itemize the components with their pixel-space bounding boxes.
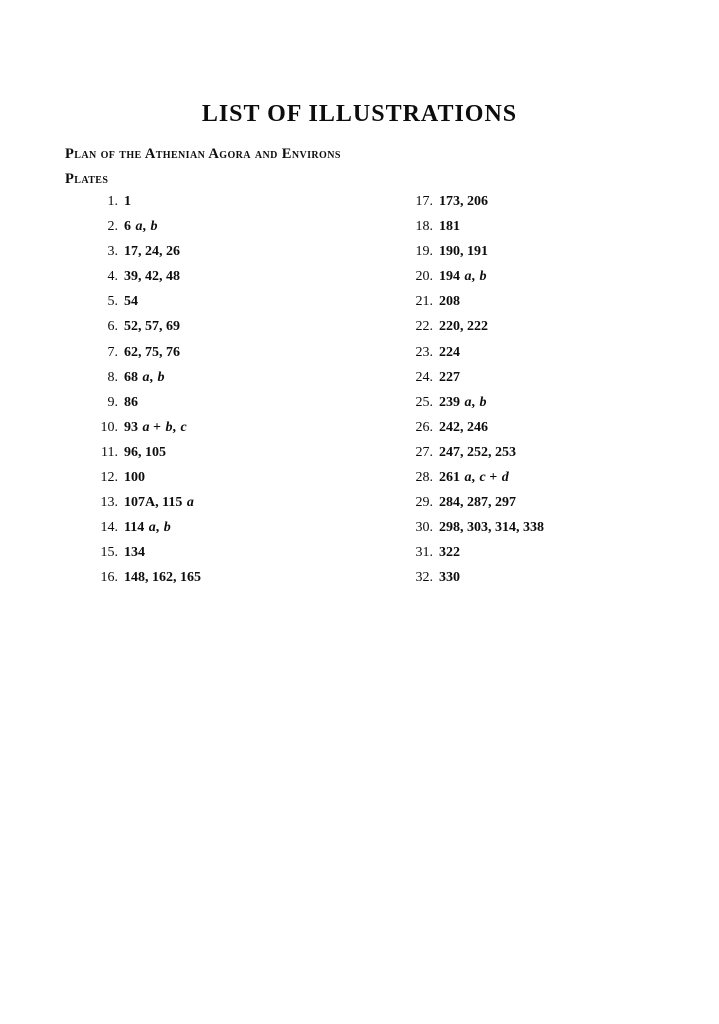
plate-refs: 261 a, c + d bbox=[439, 470, 509, 486]
plate-number: 30. bbox=[415, 520, 433, 536]
plate-entry bbox=[90, 239, 201, 264]
plate-refs: 330 bbox=[439, 570, 460, 586]
plate-refs: 52, 57, 69 bbox=[124, 319, 180, 335]
plate-entry bbox=[90, 490, 201, 515]
plate-refs: 148, 162, 165 bbox=[124, 570, 201, 586]
plate-entry bbox=[90, 314, 201, 339]
plate-entry bbox=[405, 340, 544, 365]
plate-entry bbox=[405, 540, 544, 565]
plate-entry bbox=[405, 365, 544, 390]
plate-number: 14. bbox=[100, 520, 118, 536]
plate-entry bbox=[90, 189, 201, 214]
plate-refs: 39, 42, 48 bbox=[124, 269, 180, 285]
plate-number: 15. bbox=[100, 545, 118, 561]
plate-entry bbox=[90, 289, 201, 314]
plate-refs: 68 a, b bbox=[124, 369, 165, 385]
plate-number: 12. bbox=[100, 470, 118, 486]
plate-refs: 284, 287, 297 bbox=[439, 495, 516, 511]
plate-number: 3. bbox=[107, 244, 118, 260]
plate-number: 8. bbox=[107, 369, 118, 385]
plate-number: 6. bbox=[107, 319, 118, 335]
plate-number: 22. bbox=[415, 319, 433, 335]
plate-entry bbox=[405, 440, 544, 465]
plate-number: 28. bbox=[415, 470, 433, 486]
plate-number: 25. bbox=[415, 394, 433, 410]
plate-refs: 86 bbox=[124, 394, 138, 410]
plate-number: 23. bbox=[415, 344, 433, 360]
plate-number: 21. bbox=[415, 294, 433, 310]
plates-column-right bbox=[405, 189, 544, 591]
plate-refs: 208 bbox=[439, 294, 460, 310]
plate-entry bbox=[405, 264, 544, 289]
plate-entry bbox=[90, 365, 201, 390]
plate-refs: 17, 24, 26 bbox=[124, 244, 180, 260]
plate-entry bbox=[90, 565, 201, 590]
plate-entry bbox=[90, 465, 201, 490]
plate-number: 7. bbox=[107, 344, 118, 360]
plate-refs: 100 bbox=[124, 470, 145, 486]
plate-entry bbox=[405, 465, 544, 490]
plate-number: 10. bbox=[100, 419, 118, 435]
plate-number: 31. bbox=[415, 545, 433, 561]
plate-entry bbox=[405, 189, 544, 214]
plate-entry bbox=[90, 440, 201, 465]
plates-heading: Plates bbox=[65, 171, 109, 187]
plate-refs: 247, 252, 253 bbox=[439, 444, 516, 460]
plate-number: 26. bbox=[415, 419, 433, 435]
plate-refs: 227 bbox=[439, 369, 460, 385]
plate-refs: 93 a + b, c bbox=[124, 419, 187, 435]
plate-entry bbox=[405, 239, 544, 264]
plate-number: 11. bbox=[101, 444, 118, 460]
plate-refs: 224 bbox=[439, 344, 460, 360]
plate-entry bbox=[405, 214, 544, 239]
plate-refs: 114 a, b bbox=[124, 520, 171, 536]
plate-refs: 134 bbox=[124, 545, 145, 561]
plate-refs: 173, 206 bbox=[439, 194, 488, 209]
plate-refs: 96, 105 bbox=[124, 444, 166, 460]
plate-entry bbox=[90, 515, 201, 540]
plate-entry bbox=[405, 565, 544, 590]
plate-entry bbox=[90, 540, 201, 565]
plate-refs: 220, 222 bbox=[439, 319, 488, 335]
plate-entry bbox=[90, 214, 201, 239]
plate-number: 13. bbox=[100, 495, 118, 511]
plate-number: 24. bbox=[415, 369, 433, 385]
plate-refs: 107A, 115 a bbox=[124, 495, 194, 511]
plate-refs: 239 a, b bbox=[439, 394, 487, 410]
plate-number: 18. bbox=[415, 219, 433, 235]
plate-number: 16. bbox=[100, 570, 118, 586]
plate-entry bbox=[405, 314, 544, 339]
plate-entry bbox=[90, 264, 201, 289]
plate-number: 9. bbox=[107, 394, 118, 410]
plate-number: 4. bbox=[107, 269, 118, 285]
plate-entry bbox=[405, 415, 544, 440]
plate-entry bbox=[90, 390, 201, 415]
plate-refs: 190, 191 bbox=[439, 244, 488, 260]
plate-number: 2. bbox=[107, 219, 118, 235]
plate-refs: 54 bbox=[124, 294, 138, 310]
plate-refs: 242, 246 bbox=[439, 419, 488, 435]
plate-number: 27. bbox=[415, 444, 433, 460]
plate-refs: 298, 303, 314, 338 bbox=[439, 520, 544, 536]
plan-heading: Plan of the Athenian Agora and Environs bbox=[65, 146, 341, 162]
plate-entry bbox=[405, 390, 544, 415]
plate-entry bbox=[90, 340, 201, 365]
plate-number: 32. bbox=[415, 570, 433, 586]
plate-entry bbox=[90, 415, 201, 440]
plate-refs: 181 bbox=[439, 219, 460, 235]
page-title: LIST OF ILLUSTRATIONS bbox=[201, 101, 518, 127]
plate-refs: 194 a, b bbox=[439, 269, 487, 285]
plate-entry bbox=[405, 289, 544, 314]
plate-entry bbox=[405, 490, 544, 515]
plate-number: 17. bbox=[415, 194, 433, 209]
plate-number: 29. bbox=[415, 495, 433, 511]
plate-entry bbox=[405, 515, 544, 540]
plate-number: 1. bbox=[107, 194, 118, 209]
plate-number: 19. bbox=[415, 244, 433, 260]
plate-refs: 6 a, b bbox=[124, 219, 158, 235]
plate-number: 20. bbox=[415, 269, 433, 285]
plate-refs: 322 bbox=[439, 545, 460, 561]
plate-number: 5. bbox=[107, 294, 118, 310]
plates-column-left bbox=[90, 189, 201, 591]
plate-refs: 1 bbox=[124, 194, 131, 209]
plate-refs: 62, 75, 76 bbox=[124, 344, 180, 360]
